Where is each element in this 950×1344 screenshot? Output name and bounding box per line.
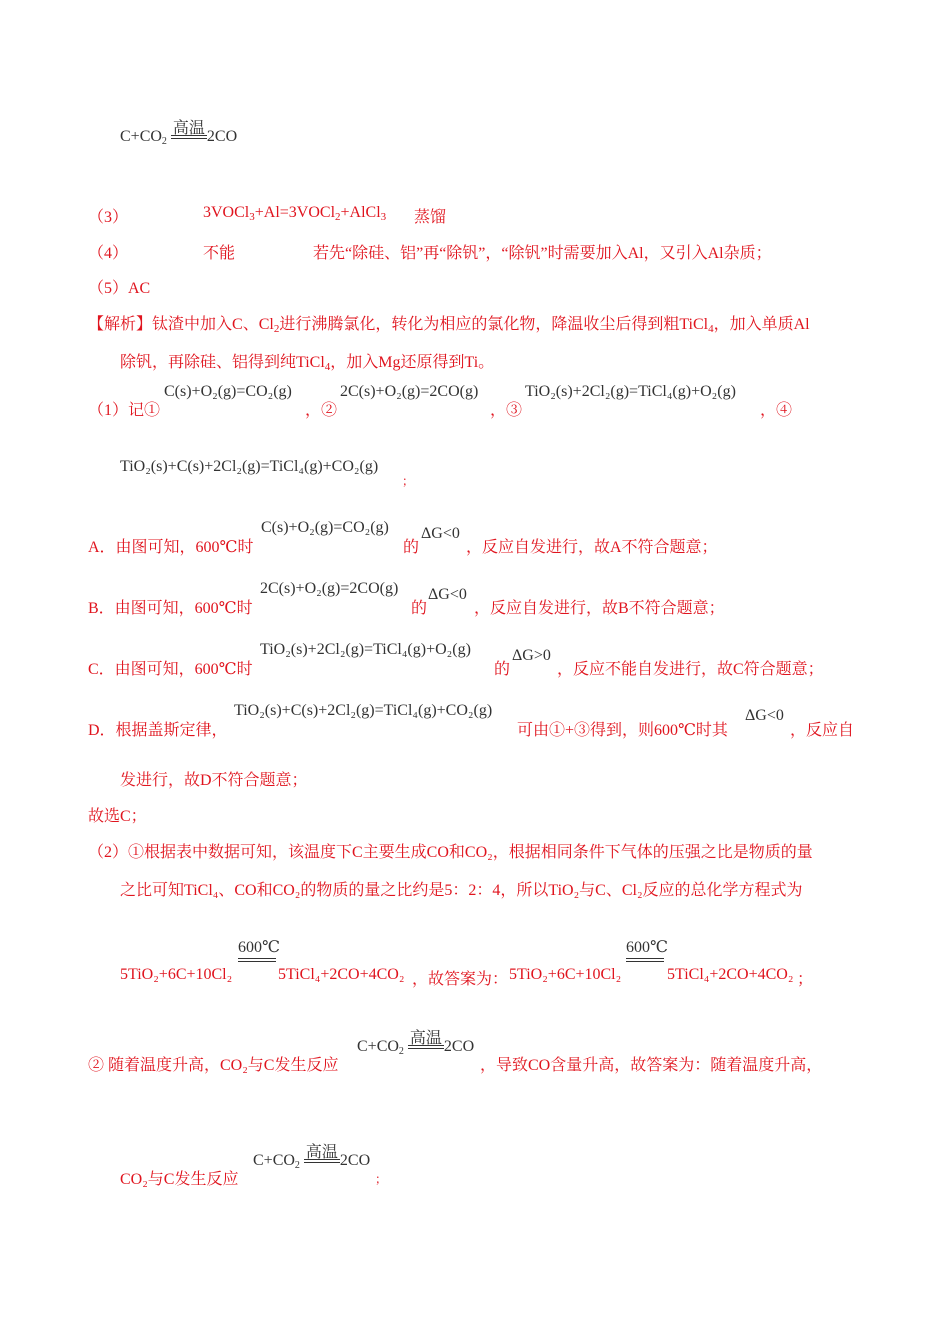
p2b-post: ，导致CO含量升高，故答案为：随着温度升高， [480, 1057, 823, 1074]
p2-cond2 [626, 937, 668, 962]
p2-eqA: 5TiO₂+6C+10Cl₂ [120, 966, 233, 983]
p1-prefix: （1）记① [88, 402, 161, 419]
optB-de: 的 [411, 600, 428, 617]
optC-de: 的 [494, 661, 511, 678]
condition-text: 高温 [172, 120, 205, 137]
q3-equation [203, 204, 386, 222]
optD-cont: 发进行，故D不符合题意； [120, 772, 308, 789]
p2b-last: CO₂与C发生反应 [120, 1171, 239, 1188]
last-cond-text: 高温 [305, 1144, 338, 1161]
analysis-2a: 除钒，再除硅、铝得到纯TiCl [120, 354, 325, 371]
p2b-cond-text: 高温 [409, 1030, 442, 1047]
optD-mid: 可由①+③得到，则600℃时其 [517, 722, 728, 739]
optA-pre: A．由图可知，600℃时 [88, 539, 254, 556]
optD-pre: D．根据盖斯定律， [88, 722, 228, 739]
analysis-1c: ，加入单质Al [713, 316, 810, 333]
q3-num: （3） [88, 209, 129, 226]
optC-post: ，反应不能自发进行，故C符合题意； [557, 661, 824, 678]
p2-end: ； [797, 971, 814, 988]
p2-eqB: 5TiCl₄+2CO+4CO₂ [278, 966, 405, 983]
last-condition [304, 1144, 340, 1170]
p2-line1: （2）①根据表中数据可知，该温度下C主要生成CO和CO₂，根据相同条件下气体的压强之比是物质的量 [88, 844, 813, 861]
eq-left: C+CO [120, 128, 162, 145]
optA-de: 的 [403, 539, 420, 556]
q4-answer: 不能 [203, 245, 236, 262]
optA-eq: C(s)+O₂(g)=CO₂(g) [261, 519, 389, 536]
q3-eq-b: +Al=3VOCl [254, 204, 336, 221]
p2b-eq-sub: 2 [398, 1046, 404, 1057]
p1-sep3: ，④ [760, 402, 793, 419]
p2-cond1 [238, 937, 280, 962]
q3-answer: 蒸馏 [414, 209, 447, 226]
ticl-sub: 4 [708, 323, 714, 335]
p1-eq4: TiO₂(s)+C(s)+2Cl₂(g)=TiCl₄(g)+CO₂(g) [120, 458, 379, 475]
p2-cond1-text: 600℃ [238, 939, 280, 956]
optB-post: ，反应自发进行，故B不符合题意； [474, 600, 725, 617]
p1-eq2: 2C(s)+O₂(g)=2CO(g) [340, 383, 479, 400]
p2b-equation [357, 1030, 475, 1057]
p1-eq1: C(s)+O₂(g)=CO₂(g) [164, 383, 292, 400]
optC-eq: TiO₂(s)+2Cl₂(g)=TiCl₄(g)+O₂(g) [260, 641, 471, 658]
condition-arrow [171, 120, 207, 146]
eq-sub: 2 [161, 136, 167, 147]
analysis-1b: 进行沸腾氯化，转化为相应的氯化物，降温收尘后得到粗TiCl [279, 316, 709, 333]
optB-pre: B．由图可知，600℃时 [88, 600, 253, 617]
p1-eq3: TiO₂(s)+2Cl₂(g)=TiCl₄(g)+O₂(g) [525, 383, 736, 400]
analysis-line1 [88, 311, 810, 334]
p1-sep2: ，③ [490, 402, 523, 419]
choose-answer: 故选C； [88, 808, 147, 825]
cl-sub: 2 [273, 323, 280, 335]
analysis-line2 [120, 349, 494, 372]
optD-post: ，反应自 [790, 722, 855, 739]
p2-eqD: 5TiCl₄+2CO+4CO₂ [667, 966, 794, 983]
p2-line2: 之比可知TiCl₄、CO和CO₂的物质的量之比约是5：2：4，所以TiO₂与C、Cl₂反应的总化学方程式为 [120, 882, 803, 899]
optD-eq: TiO₂(s)+C(s)+2Cl₂(g)=TiCl₄(g)+CO₂(g) [234, 702, 493, 719]
optC-dg: ΔG>0 [512, 647, 551, 664]
analysis-2b: ，加入Mg还原得到Ti。 [330, 354, 495, 371]
p1-end: ； [402, 474, 415, 488]
optC-pre: C．由图可知，600℃时 [88, 661, 253, 678]
p2b-eq-left: C+CO [357, 1038, 399, 1055]
optB-dg: ΔG<0 [428, 586, 467, 603]
q3-sub1: 3 [249, 211, 255, 223]
q4-reason: 若先“除硅、铝”再“除钒”，“除钒”时需要加入Al，又引入Al杂质； [313, 245, 772, 262]
p2b-end: ； [375, 1172, 388, 1186]
last-eq-right: 2CO [339, 1152, 371, 1169]
p2b-condition [408, 1030, 444, 1056]
q3-sub2: 2 [335, 211, 341, 223]
analysis-1a: 钛渣中加入C、Cl [152, 316, 274, 333]
q3-eq-a: 3VOCl [203, 204, 250, 221]
eq-right: 2CO [206, 128, 238, 145]
p2b-pre: ② 随着温度升高，CO₂与C发生反应 [88, 1057, 339, 1074]
q4-num: （4） [88, 245, 129, 262]
p2b-last-equation [253, 1144, 371, 1171]
analysis-label: 【解析】 [88, 316, 153, 333]
p2-cond2-text: 600℃ [626, 939, 668, 956]
p2-mid: ，故答案为： [412, 971, 509, 988]
p2b-eq-right: 2CO [443, 1038, 475, 1055]
optD-dg: ΔG<0 [745, 707, 784, 724]
q3-eq-c: +AlCl [340, 204, 381, 221]
q5-answer: （5）AC [88, 280, 151, 297]
q3-sub3: 3 [380, 211, 387, 223]
p2-eqC: 5TiO₂+6C+10Cl₂ [509, 966, 622, 983]
optA-dg: ΔG<0 [421, 525, 460, 542]
ticl-sub2: 4 [324, 361, 331, 373]
optB-eq: 2C(s)+O₂(g)=2CO(g) [260, 580, 399, 597]
last-eq-left: C+CO [253, 1152, 295, 1169]
top-equation [120, 120, 238, 147]
last-eq-sub: 2 [294, 1160, 300, 1171]
optA-post: ，反应自发进行，故A不符合题意； [466, 539, 718, 556]
p1-sep1: ，② [305, 402, 338, 419]
